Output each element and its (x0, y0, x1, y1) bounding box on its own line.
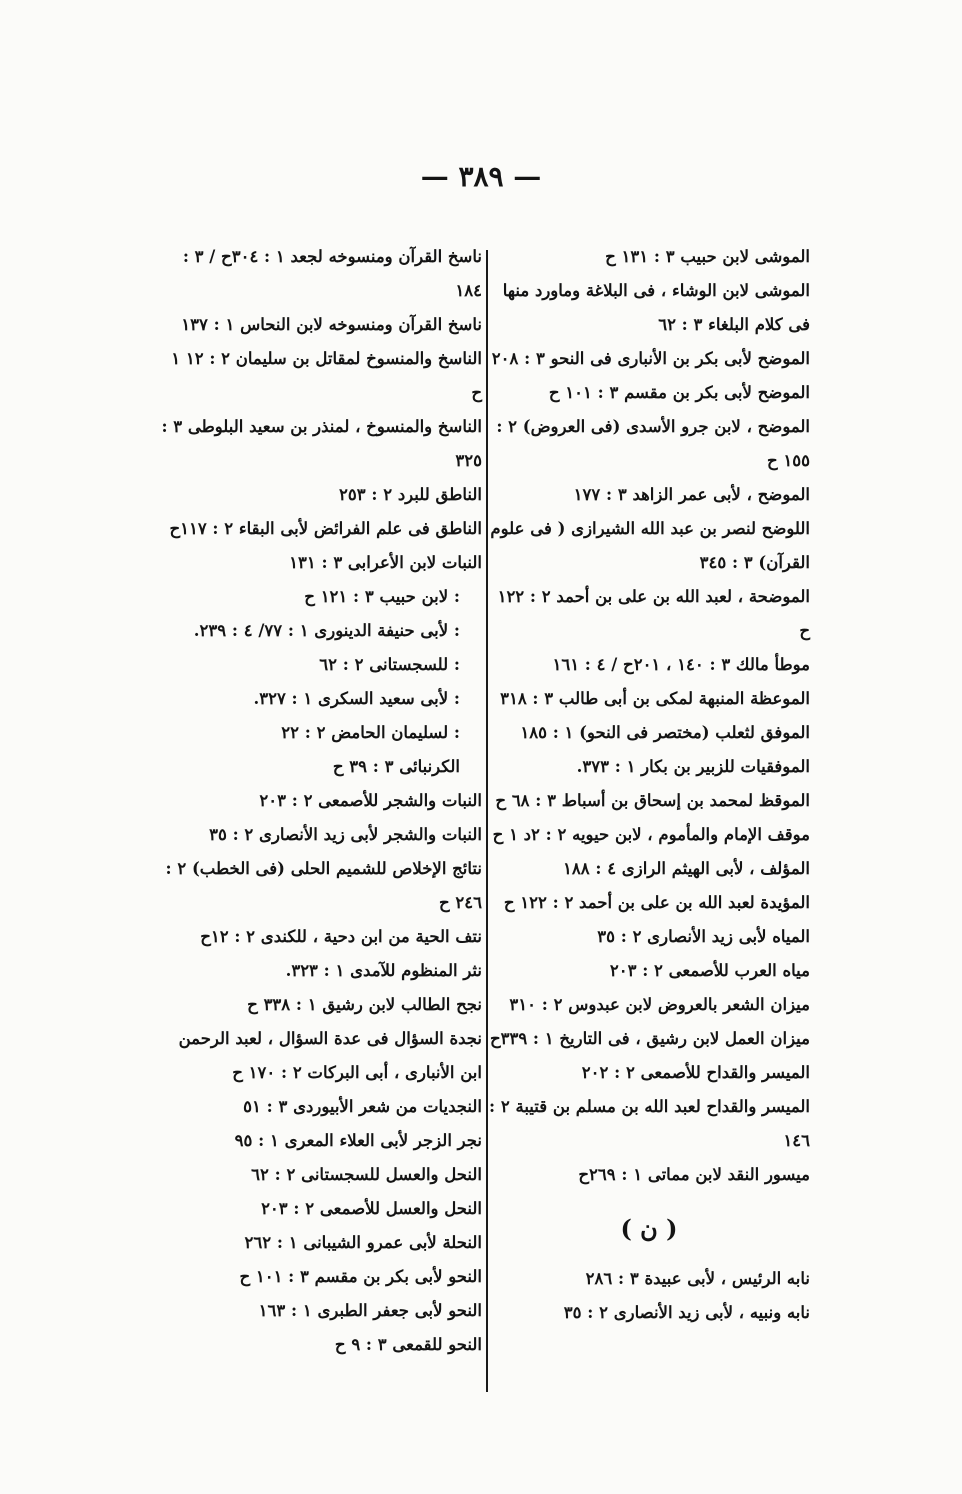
index-entry: نثر المنظوم للآمدى ١ : ٣٢٣. (285, 961, 482, 980)
section-heading: ( ن ) (620, 1214, 678, 1243)
index-entry: نجر الزجر لأبى العلاء المعرى ١ : ٩٥ (234, 1131, 482, 1150)
index-entry: مياه العرب للأصمعى ٢ : ٢٠٣ (609, 961, 810, 980)
index-entry: الناسخ والمنسوخ لمقاتل بن سليمان ٢ : ١٢ ١ ح (171, 349, 482, 402)
index-entry: النبات والشجر لأبى زيد الأنصارى ٢ : ٣٥ (209, 825, 482, 844)
index-entry: الكرنبائى ٣ : ٣٩ ح (332, 757, 460, 776)
index-entry: ميزان الشعر بالعروض لابن عبدوس ٢ : ٣١٠ (509, 995, 810, 1014)
right-column (488, 240, 810, 1330)
index-entry: النحلة لأبى عمرو الشيبانى ١ : ٢٦٢ (244, 1233, 482, 1252)
index-entry: : لابن حبيب ٣ : ١٢١ ح (304, 587, 460, 606)
index-entry: النبات لابن الأعرابى ٣ : ١٣١ (289, 553, 482, 572)
index-entry: المؤلف ، لأبى الهيثم الرازى ٤ : ١٨٨ (563, 859, 810, 878)
index-entry: ناسخ القرآن ومنسوخه لجعد ١ : ٣٠٤ح / ٣ : ١٨٤ (182, 247, 482, 300)
index-entry: النحل والعسل للسجستانى ٢ : ٦٢ (251, 1165, 482, 1184)
index-entry: : لأبى سعيد السكرى ١ : ٣٢٧. (253, 689, 460, 708)
index-entry: الناطق فى علم الفرائض لأبى البقاء ٢ : ١١٧ح (169, 519, 482, 538)
index-entry: ميسور النقد لابن مماتى ١ : ٢٦٩ح (578, 1165, 810, 1184)
index-entry: النحو للقمعى ٣ : ٩ ح (334, 1335, 482, 1354)
index-entry: نابه الرئيس ، لأبى عبيدة ٣ : ٢٨٦ (585, 1269, 810, 1288)
index-entry: الموقظ لمحمد بن إسحاق بن أسباط ٣ : ٦٨ ح (495, 791, 810, 810)
index-entry: نجح الطالب لابن رشيق ١ : ٣٣٨ ح (247, 995, 482, 1014)
index-entry: الموضح لأبى بكر بن مقسم ٣ : ١٠١ ح (548, 383, 810, 402)
index-entry: ناسخ القرآن ومنسوخه لابن النحاس ١ : ١٣٧ (181, 315, 482, 334)
index-entry: الموضحة ، لعبد الله بن على بن أحمد ٢ : ١٢٢ ح (497, 587, 810, 640)
index-entry: الميسر والقداح لعبد الله بن مسلم بن قتيبة ٢ : ١٤٦ (489, 1097, 810, 1150)
index-entry: النبات والشجر للأصمعى ٢ : ٢٠٣ (259, 791, 482, 810)
index-entry: الموضح ، لابن جرو الأسدى (فى العروض) ٢ : ١٥٥ ح (496, 417, 810, 470)
index-entry: النحل والعسل للأصمعى ٢ : ٢٠٣ (261, 1199, 482, 1218)
index-entry: الموفق لثعلب (مختصر فى النحو) ١ : ١٨٥ (520, 723, 810, 742)
index-entry: النحو لأبى بكر بن مقسم ٣ : ١٠١ ح (239, 1267, 482, 1286)
index-entry: النجديات من شعر الأبيوردى ٣ : ٥١ (243, 1097, 482, 1116)
index-entry: موطأ مالك ٣ : ١٤٠ ، ٢٠١ح / ٤ : ١٦١ (552, 655, 810, 674)
index-entry: الموضح لأبى بكر بن الأنبارى فى النحو ٣ : ٢٠٨ (491, 349, 810, 368)
index-entry: الناسخ والمنسوخ ، لمنذر بن سعيد البلوطى ٣ : ٣٢٥ (161, 417, 482, 470)
index-entry: النحو لأبى جعفر الطبرى ١ : ١٦٣ (258, 1301, 482, 1320)
index-entry: الناطق للبرد ٢ : ٢٥٣ (339, 485, 482, 504)
index-entry: الموضح ، لأبى عمر الزاهد ٣ : ١٧٧ (573, 485, 810, 504)
index-entry: اللوضح لنصر بن عبد الله الشيرازى ( فى علوم القرآن) ٣ : ٣٤٥ (490, 519, 810, 572)
index-entry: نجدة السؤال فى عدة السؤال ، لعبد الرحمن ابن الأنبارى ، أبى البركات ٢ : ١٧٠ ح (178, 1029, 482, 1082)
index-entry: نتائج الإخلاص للشميم الحلى (فى الخطب) ٢ : ٢٤٦ ح (165, 859, 482, 912)
index-entry: نتف الحية من ابن دحية ، للكندى ٢ : ١٢ح (200, 927, 482, 946)
index-entry: الميسر والقداح للأصمعى ٢ : ٢٠٢ (581, 1063, 810, 1082)
index-entry: موقف الإمام والمأموم ، لابن حيويه ٢ : ٢د ١ ح (492, 825, 810, 844)
index-entry: الموعظة المنبهة لمكى بن أبى طالب ٣ : ٣١٨ (500, 689, 810, 708)
index-entry: ميزان العمل لابن رشيق ، فى التاريخ ١ : ٣٣٩ح (489, 1029, 810, 1048)
index-entry: : للسجستانى ٢ : ٦٢ (319, 655, 460, 674)
index-entry: الموفقيات للزبير بن بكار ١ : ٣٧٣. (576, 757, 810, 776)
page-number: — ٣٨٩ — (420, 160, 542, 193)
left-column (160, 240, 482, 1362)
index-entry: الموشى لابن الوشاء ، فى البلاغة وماورد منها فى كلام البلغاء ٣ : ٦٢ (502, 281, 810, 334)
index-entry: الموشى لابن حبيب ٣ : ١٣١ ح (605, 247, 810, 266)
index-entry: المؤيدة لعبد الله بن على بن أحمد ٢ : ١٢٢ ح (503, 893, 810, 912)
index-entry: : لسليمان الحامض ٢ : ٢٢ (281, 723, 460, 742)
index-entry: نابه ونبيه ، لأبى زيد الأنصارى ٢ : ٣٥ (563, 1303, 810, 1322)
index-entry: : لأبى حنيفة الدينورى ١ : ٧٧/ ٤ : ٢٣٩. (193, 621, 460, 640)
index-entry: المياه لأبى زيد الأنصارى ٢ : ٣٥ (597, 927, 810, 946)
